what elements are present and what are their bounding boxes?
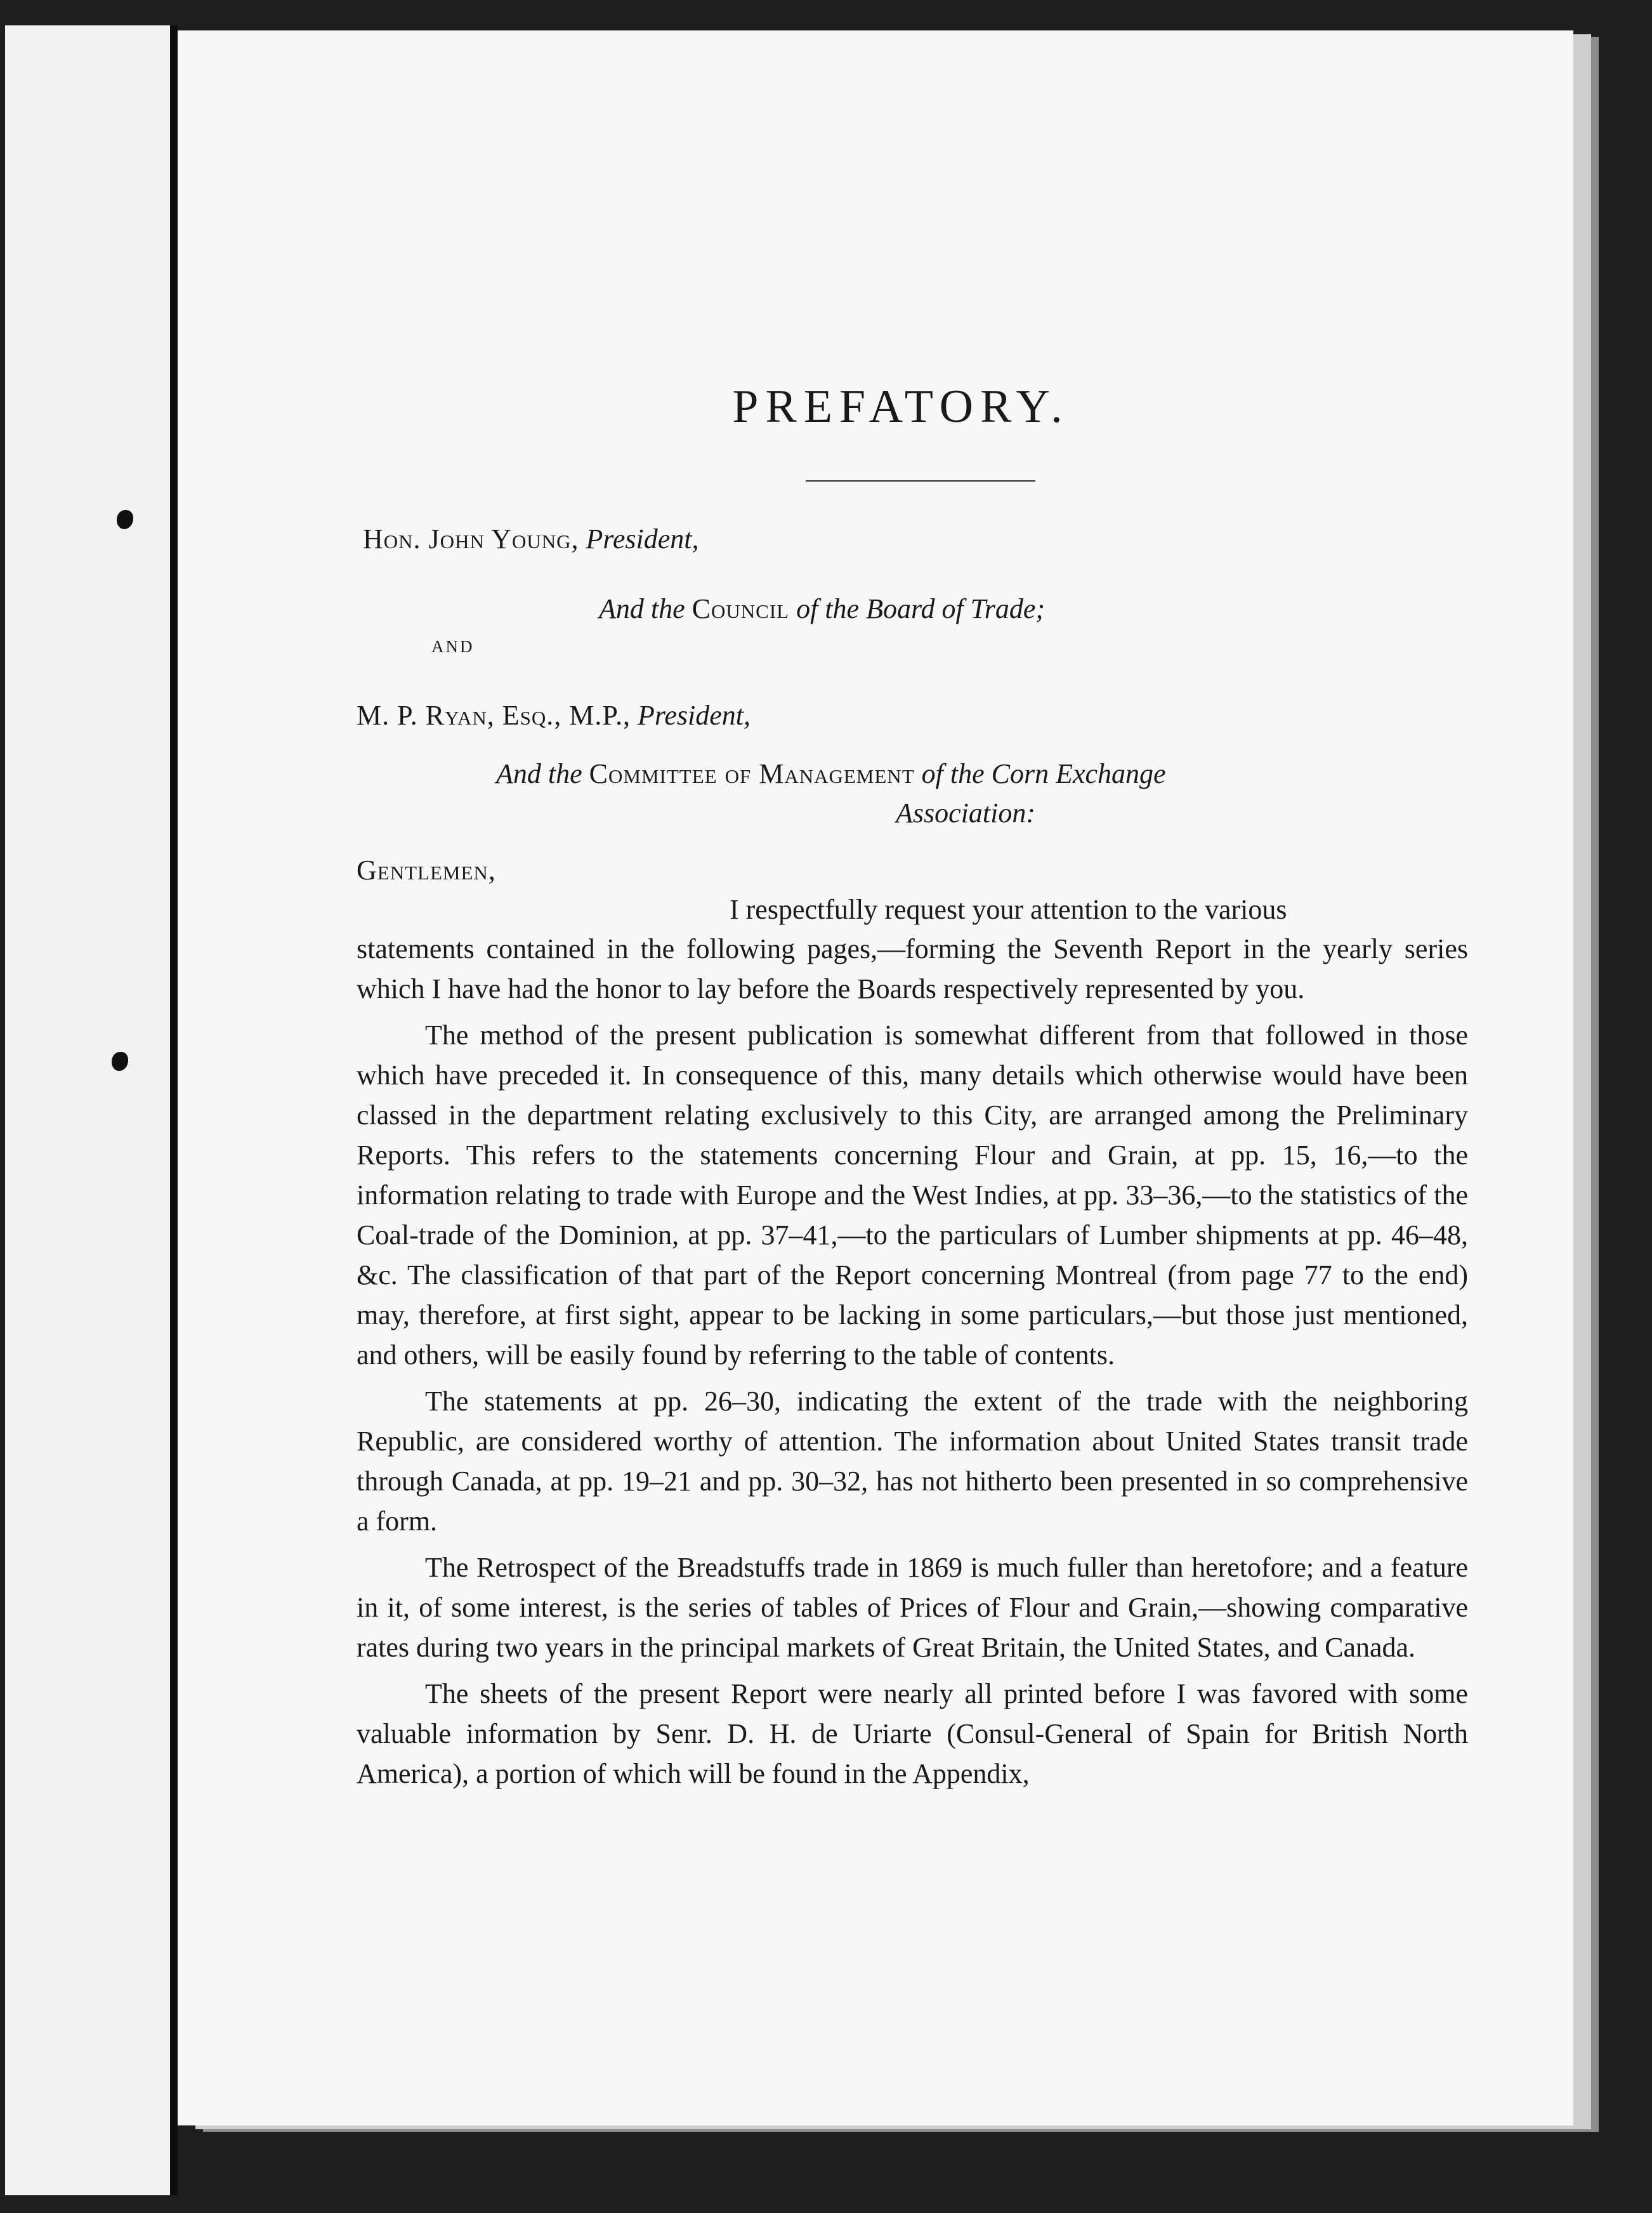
addressee-body: Council [692, 593, 790, 624]
paragraph: The method of the present publication is somewhat different from that followed in those which have preceded it. In consequence of this, many details which otherwise would have been classed in the department relating exclusively to this City, are arranged among the Preliminary Reports. This refers to the statements concerning Flour and Grain, at pp. 15, 16,—to the information relating to trade with Europe and the West Indies, at pp. 33–36,—to the statistics of the Coal-trade of the Dominion, at pp. 37–41,—to the particulars of Lumber shipments at pp. 46–48, &c. The classification of that part of the Report concerning Montreal (from page 77 to the end) may, therefore, at first sight, appear to be lacking in some particulars,—but those just mentioned, and others, will be easily found by referring to the table of contents. [357, 1020, 1468, 1370]
paragraph: The sheets of the present Report were nearly all printed before I was favored with some valuable information by Senr. D. H. de Uriarte (Consul-General of Spain for British North America), a portion of which will be found in the Appendix, [357, 1678, 1468, 1789]
addressee-line-4 [496, 754, 1166, 794]
title-rule [806, 480, 1035, 482]
addressee-prefix: And the [599, 593, 685, 624]
opening-line: I respectfully request your attention to the various [730, 894, 1287, 925]
facing-page-edge [5, 25, 171, 2195]
addressee-name: Hon. John Young, [363, 523, 579, 555]
addressee-line-1 [363, 519, 699, 559]
paragraph: statements contained in the following pages,—forming the Seventh Report in the yearly series which I have had the honor to lay before the Boards respectively represented by you. [357, 933, 1468, 1004]
paragraph: The Retrospect of the Breadstuffs trade in 1869 is much fuller than heretofore; and a feature in it, of some interest, is the series of tables of Prices of Flour and Grain,—showing comparative rates during two years in the principal markets of Great Britain, the United States, and Canada. [357, 1552, 1468, 1663]
book-spine [170, 25, 178, 2195]
addressee-suffix: of the Board of Trade; [796, 593, 1046, 624]
addressee-line-2 [599, 589, 1045, 629]
addressee-line-5: Association: [896, 798, 1035, 829]
body-text [357, 929, 1468, 1800]
addressee-role: President, [638, 700, 751, 731]
and-divider: AND [431, 637, 475, 656]
paragraph: The statements at pp. 26–30, indicating the extent of the trade with the neighboring Republic, are considered worthy of attention. The information about United States transit trade through Canada, at pp. 19–21 and pp. 30–32, has not hitherto been presented in so comprehensive a form. [357, 1386, 1468, 1537]
addressee-role: President, [586, 523, 699, 555]
addressee-prefix: And the [496, 758, 582, 789]
salutation: Gentlemen, [357, 855, 496, 886]
addressee-name: M. P. Ryan, Esq., M.P., [357, 700, 631, 731]
page-title: PREFATORY. [732, 381, 1070, 433]
addressee-body: Committee of Management [589, 758, 915, 789]
addressee-suffix: of the Corn Exchange [921, 758, 1166, 789]
addressee-line-3 [357, 695, 751, 735]
